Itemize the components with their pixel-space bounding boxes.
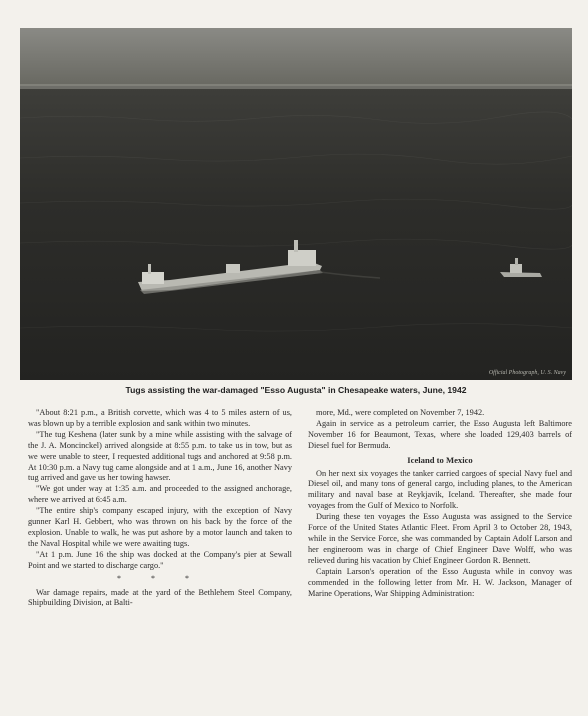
- section-heading: Iceland to Mexico: [407, 454, 473, 465]
- paragraph: War damage repairs, made at the yard of the Bethlehem Steel Company, Shipbuilding Division, at Balti-: [28, 587, 292, 608]
- aerial-photograph: [20, 28, 572, 380]
- paragraph: "About 8:21 p.m., a British corvette, which was 4 to 5 miles astern of us, was blown up by a terrible explosion and sank within two minutes.: [28, 408, 292, 428]
- section-separator: * * *: [117, 573, 203, 583]
- paragraph: During these ten voyages the Esso Augusta was assigned to the Service Force of the United States Atlantic Fleet. From April 3 to October 28, 1943, while in the Service Force, she was commanded by Captain Adolf Larson and her engineroom was in charge of Chief Engineer Dave Wolff, who was relieved during his vacation by Chief Engineer Gordon R. Bennett.: [308, 512, 572, 565]
- photo-caption: Tugs assisting the war-damaged "Esso Augusta" in Chesapeake waters, June, 1942: [125, 385, 467, 395]
- paragraph: On her next six voyages the tanker carried cargoes of special Navy fuel and Diesel oil, and many tons of general cargo, including planes, to the American military and naval base at Reykjavik, Iceland. Thereafter, she made four voyages from the Gulf of Mexico to Norfolk.: [308, 468, 572, 511]
- paragraph: "The entire ship's company escaped injury, with the exception of Navy gunner Karl H. Gebbert, who was thrown on his back by the force of the explosion. Unable to walk, he was put ashore by a motor launch and taken to the Naval Hospital while we were awaiting tugs.: [28, 506, 292, 548]
- photo-credit: Official Photograph, U. S. Navy: [488, 370, 566, 376]
- paragraph: "At 1 p.m. June 16 the ship was docked at the Company's pier at Sewall Point and we started to discharge cargo.": [28, 549, 292, 570]
- haze-sky: [20, 28, 572, 90]
- horizon-line: [20, 84, 572, 89]
- sea-surface: [20, 86, 572, 380]
- paragraph: Again in service as a petroleum carrier, the Esso Augusta left Baltimore November 16 for Beaumont, Texas, where she loaded 129,403 barrels of Diesel fuel for Bermuda.: [308, 418, 572, 450]
- paragraph: "The tug Keshena (later sunk by a mine while assisting with the salvage of the J. A. Moncinckel) arrived alongside at 8:55 p.m. to take us in tow, but as we were unable to steer, I requested additional tugs and anchored at 9:58 p.m. At 10:30 p.m. a Navy tug came alongside and at 1 a.m., June 16, another Navy tug arrived and gave us her towing hawser.: [28, 429, 292, 483]
- paragraph: "We got under way at 1:35 a.m. and proceeded to the assigned anchorage, where we arrived at 6:45 a.m.: [28, 484, 292, 505]
- right-text-column: [308, 408, 572, 599]
- paragraph: Captain Larson's operation of the Esso Augusta while in convoy was commended in the following letter from Mr. H. W. Jackson, Manager of Marine Operations, War Shipping Administration:: [308, 566, 572, 598]
- photo-scene: [20, 28, 572, 380]
- paragraph: more, Md., were completed on November 7, 1942.: [316, 408, 485, 417]
- left-text-column: [28, 408, 292, 609]
